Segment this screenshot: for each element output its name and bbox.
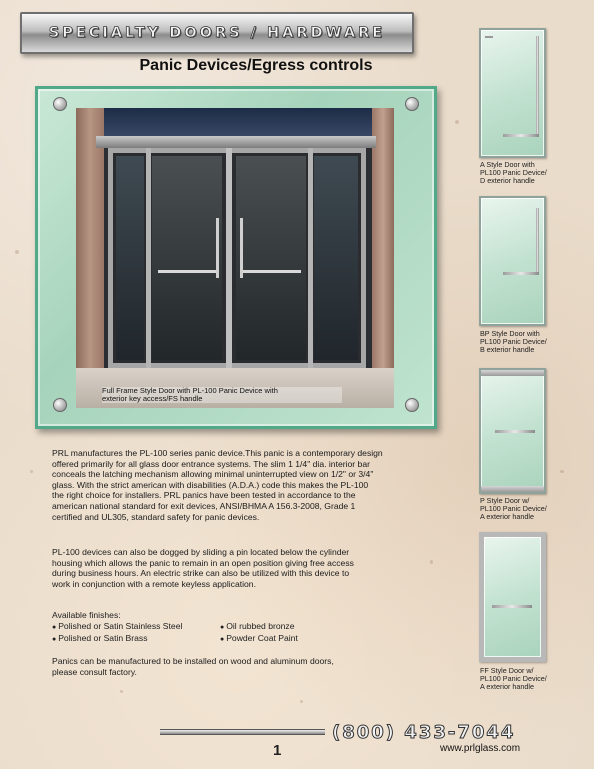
caption-line: FF Style Door w/ — [480, 666, 534, 675]
door-caption-ff — [480, 667, 570, 690]
text-line: PL-100 devices can also be dogged by sliding a pin located below the cylinder — [52, 547, 350, 557]
caption-line: A Style Door with — [480, 160, 535, 169]
text-line: housing which allows the panic to remain in an open position giving free access — [52, 557, 354, 568]
standoff-bolt-icon — [405, 97, 419, 111]
dogging-paragraph — [52, 547, 410, 589]
intro-paragraph — [52, 448, 410, 522]
finish-item: ● Polished or Satin Stainless Steel — [52, 621, 220, 634]
caption-line: PL100 Panic Device/ — [480, 503, 547, 513]
phone-number: (800) 433-7044 — [332, 722, 516, 743]
standoff-bolt-icon — [405, 398, 419, 412]
photo-caption-line: Full Frame Style Door with PL-100 Panic Device with — [102, 386, 278, 395]
door-caption-p — [480, 497, 570, 520]
photo-caption — [102, 387, 342, 403]
closing-paragraph — [52, 656, 410, 677]
text-line: conceals the latching mechanism allowing minimal uninterrupted view on 1/2" or 3/4" — [52, 469, 374, 480]
page-title: Panic Devices/Egress controls — [139, 57, 373, 74]
text-line: PRL manufactures the PL-100 series panic device.This panic is a contemporary design — [52, 448, 383, 458]
caption-line: B exterior handle — [480, 344, 535, 354]
texture-speck — [300, 700, 303, 703]
door-thumbnail-a-style — [479, 28, 546, 158]
standoff-bolt-icon — [53, 97, 67, 111]
finish-item: ● Oil rubbed bronze — [220, 621, 360, 634]
door-caption-bp — [480, 330, 570, 353]
caption-line: A exterior handle — [480, 681, 534, 691]
caption-line: PL100 Panic Device/ — [480, 336, 547, 346]
texture-speck — [430, 560, 433, 564]
text-line: Panics can be manufactured to be installed on wood and aluminum doors, — [52, 656, 334, 666]
text-line: during business hours. An electric strike can also be utilized with this device to — [52, 568, 350, 579]
footer-rule — [160, 729, 325, 735]
texture-speck — [455, 120, 459, 124]
caption-line: PL100 Panic Device/ — [480, 167, 547, 177]
door-thumbnail-ff-style — [479, 532, 546, 662]
door-thumbnail-bp-style — [479, 196, 546, 326]
storefront-door-photo — [76, 108, 394, 408]
caption-line: BP Style Door with — [480, 329, 540, 338]
caption-line: D exterior handle — [480, 175, 535, 185]
caption-line: P Style Door w/ — [480, 496, 530, 505]
banner-title: SPECIALTY DOORS / HARDWARE — [48, 25, 386, 41]
text-line: glass. With the strict american with disabilities (A.D.A.) code this makes the PL-100 — [52, 479, 369, 490]
text-line: work in conjunction with a remote keyless application. — [52, 578, 256, 589]
text-line: the right choice for installers. PRL panics have been tested in accordance to the — [52, 490, 356, 501]
text-line: offered primarily for all glass door entrance systems. The slim 1 1/4" dia. interior bar — [52, 458, 370, 469]
website-link[interactable]: www.prlglass.com — [440, 743, 521, 754]
text-line: certified and UL305, standard safety for panic devices. — [52, 511, 260, 522]
door-thumbnail-p-style — [479, 368, 546, 494]
finish-item: ● Powder Coat Paint — [220, 633, 360, 646]
door-caption-a — [480, 161, 570, 184]
text-line: american national standard for exit devices, ANSI/BHMA A 156.3-2008, Grade 1 — [52, 500, 356, 511]
text-line: please consult factory. — [52, 666, 137, 677]
texture-speck — [15, 250, 19, 254]
caption-line: A exterior handle — [480, 511, 534, 521]
finishes-list — [52, 610, 352, 646]
photo-caption-line: exterior key access/FS handle — [102, 394, 203, 403]
texture-speck — [120, 690, 123, 693]
standoff-bolt-icon — [53, 398, 67, 412]
page-number: 1 — [273, 742, 282, 759]
caption-line: PL100 Panic Device/ — [480, 673, 547, 683]
finishes-label: Available finishes: — [52, 610, 121, 620]
texture-speck — [30, 470, 33, 473]
texture-speck — [560, 470, 564, 473]
finish-item: ● Polished or Satin Brass — [52, 633, 220, 646]
header-banner — [20, 12, 414, 54]
